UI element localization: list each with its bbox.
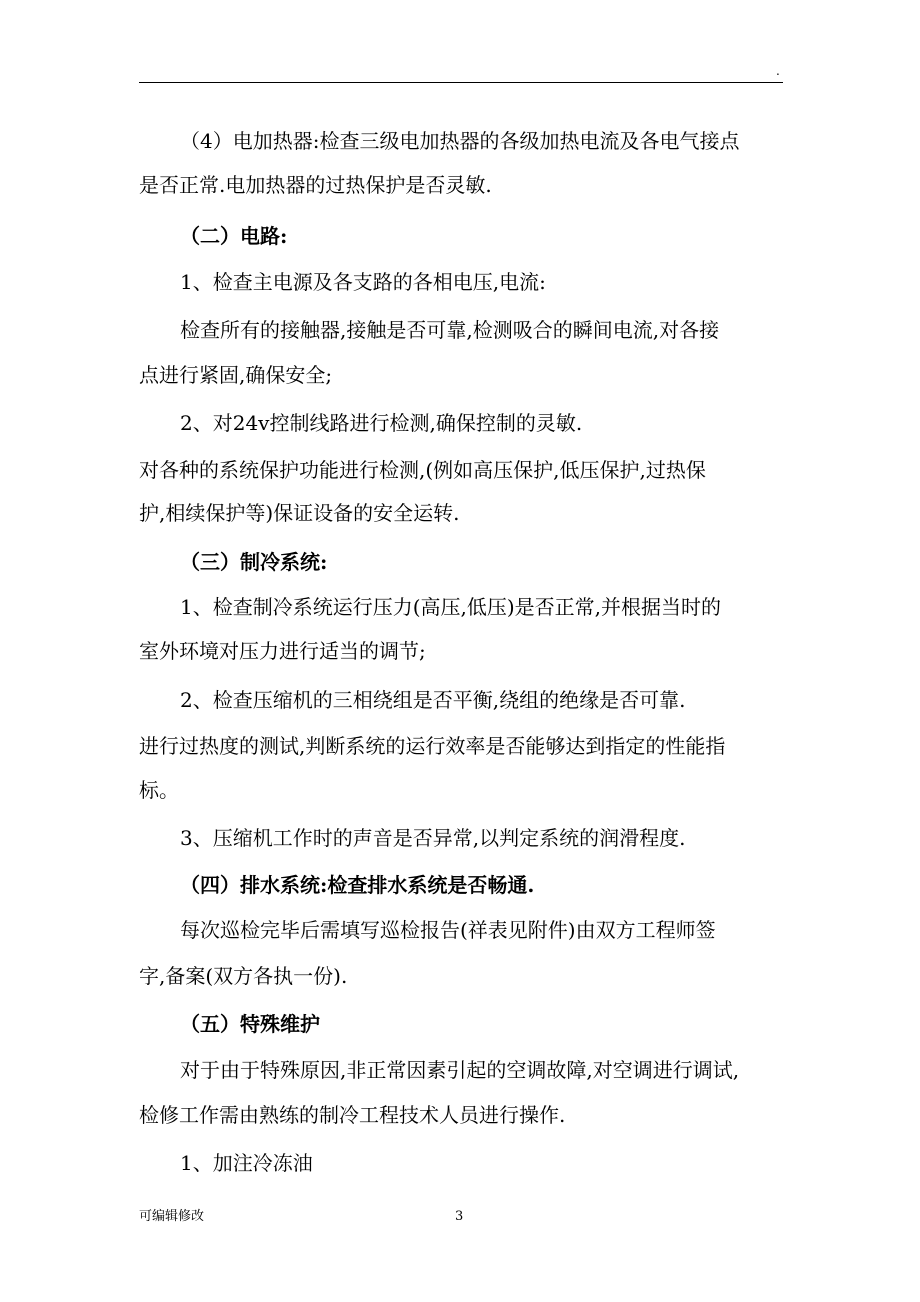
section-heading: （四）排水系统:检查排水系统是否畅通.: [180, 873, 535, 897]
header-rule: [139, 82, 783, 83]
text-line: 字,备案(双方各执一份).: [139, 964, 348, 988]
text-line: （4）电加热器:检查三级电加热器的各级加热电流及各电气接点: [180, 129, 740, 153]
text-line: 进行过热度的测试,判断系统的运行效率是否能够达到指定的性能指: [139, 734, 726, 758]
section-heading: （三）制冷系统:: [180, 550, 328, 574]
text-line: 2、检查压缩机的三相绕组是否平衡,绕组的绝缘是否可靠.: [180, 688, 686, 712]
text-line: 1、检查主电源及各支路的各相电压,电流:: [180, 270, 546, 294]
text-line: 2、对24v控制线路进行检测,确保控制的灵敏.: [180, 411, 583, 435]
section-heading: （五）特殊维护: [180, 1012, 320, 1036]
text-line: 每次巡检完毕后需填写巡检报告(祥表见附件)由双方工程师签: [180, 918, 716, 942]
text-line: 对于由于特殊原因,非正常因素引起的空调故障,对空调进行调试,: [180, 1058, 740, 1082]
header-mark: .: [776, 64, 780, 78]
text-line: 室外环境对压力进行适当的调节;: [139, 639, 426, 663]
text-line: 3、压缩机工作时的声音是否异常,以判定系统的润滑程度.: [180, 826, 686, 850]
footer-editable-note: 可编辑修改: [139, 1209, 205, 1224]
text-line: 1、加注冷冻油: [180, 1151, 313, 1175]
page-number: 3: [455, 1209, 464, 1224]
text-line: 点进行紧固,确保安全;: [139, 363, 333, 387]
text-line: 1、检查制冷系统运行压力(高压,低压)是否正常,并根据当时的: [180, 595, 722, 619]
text-line: 护,相续保护等)保证设备的安全运转.: [139, 501, 460, 525]
text-line: 标。: [139, 778, 179, 802]
text-line: 是否正常.电加热器的过热保护是否灵敏.: [139, 173, 492, 197]
text-line: 对各种的系统保护功能进行检测,(例如高压保护,低压保护,过热保: [139, 458, 706, 482]
text-line: 检查所有的接触器,接触是否可靠,检测吸合的瞬间电流,对各接: [180, 318, 720, 342]
section-heading: （二）电路:: [180, 224, 288, 248]
text-line: 检修工作需由熟练的制冷工程技术人员进行操作.: [139, 1103, 566, 1127]
